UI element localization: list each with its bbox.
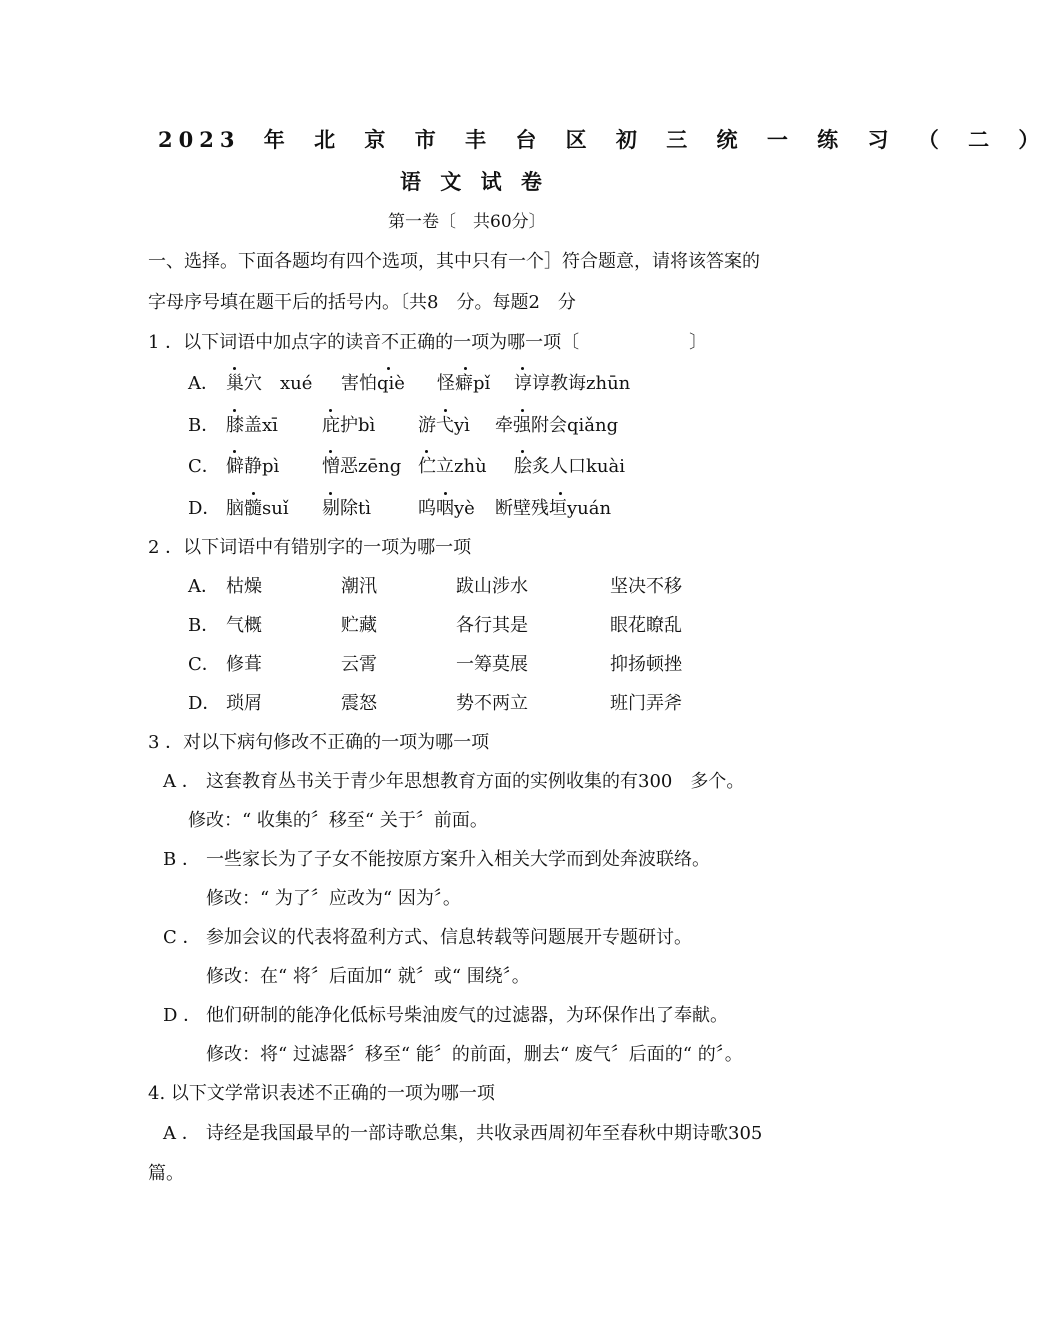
exam-title: 2023 年 北 京 市 丰 台 区 初 三 统 一 练 习 （ 二 ） <box>158 127 1045 152</box>
option-text: 他们研制的能净化低标号柴油废气的过滤器，为环保作出了奉献。 <box>206 1005 728 1026</box>
emphasis-dot <box>464 367 467 370</box>
option-fix: 修改：在“ 将〞后面加“ 就〞或“ 围绕〞。 <box>206 966 530 987</box>
option-item: 剔除tì <box>322 498 371 519</box>
q2-stem: 2 ．以下词语中有错别字的一项为哪一项 <box>148 537 472 558</box>
emphasis-dot <box>521 450 524 453</box>
option-item: 怪癖pǐ <box>437 373 491 394</box>
option-item: 脍炙人口kuài <box>514 456 625 477</box>
option-item: 势不两立 <box>456 693 528 714</box>
option-letter: C． <box>188 456 220 477</box>
option-item: 僻静pì <box>226 456 280 477</box>
option-item: 断壁残垣yuán <box>495 498 612 519</box>
option-item: 班门弄斧 <box>610 693 682 714</box>
option-item: 呜咽yè <box>418 498 475 519</box>
option-item: 跋山涉水 <box>456 576 528 597</box>
option-letter: B． <box>188 415 220 436</box>
option-fix: 修改：“ 为了〞应改为“ 因为〞。 <box>206 888 461 909</box>
option-item: 气概 <box>226 615 262 636</box>
option-letter: A． <box>188 373 219 394</box>
section-intro-line2: 字母序号填在题干后的括号内。〔共8 分。每题2 分 <box>148 292 576 313</box>
q1-stem-text: 1 ．以下词语中加点字的读音不正确的一项为哪一项〔 <box>148 332 580 353</box>
option-fix: 修改：“ 收集的〞移至“ 关于〞前面。 <box>188 810 488 831</box>
option-text: 参加会议的代表将盈利方式、信息转载等问题展开专题研讨。 <box>206 927 692 948</box>
emphasis-dot <box>521 409 524 412</box>
option-item: 伫立zhù <box>418 456 487 477</box>
option-item: 巢穴 xué <box>226 373 313 394</box>
option-letter: B ． <box>163 849 200 870</box>
q1-close-paren: 〕 <box>689 332 708 353</box>
section-intro-line1: 一、选择。下面各题均有四个选项，其中只有一个］符合题意，请将该答案的 <box>148 251 760 272</box>
option-letter: A ． <box>163 771 200 792</box>
option-text-continued: 篇。 <box>148 1163 184 1184</box>
option-fix: 修改：将“ 过滤器〞移至“ 能〞的前面，删去“ 废气〞后面的“ 的〞。 <box>206 1044 743 1065</box>
emphasis-dot <box>444 492 447 495</box>
option-letter: C． <box>188 654 220 675</box>
option-text: 诗经是我国最早的一部诗歌总集，共收录西周初年至春秋中期诗歌305 <box>206 1123 763 1144</box>
exam-subtitle: 语 文 试 卷 <box>400 169 548 194</box>
q3-stem: 3 ．对以下病句修改不正确的一项为哪一项 <box>148 732 490 753</box>
option-item: 琐屑 <box>226 693 262 714</box>
option-letter: D． <box>188 693 221 714</box>
option-item: 谆谆教诲zhūn <box>514 373 631 394</box>
option-item: 眼花瞭乱 <box>610 615 682 636</box>
option-item: 修葺 <box>226 654 262 675</box>
option-item: 抑扬顿挫 <box>610 654 682 675</box>
emphasis-dot <box>387 367 390 370</box>
option-item: 脑髓suǐ <box>226 498 289 519</box>
option-item: 云霄 <box>341 654 377 675</box>
option-item: 潮汛 <box>341 576 377 597</box>
option-letter: D． <box>188 498 221 519</box>
option-item: 各行其是 <box>456 615 528 636</box>
option-item: 牵强附会qiǎng <box>495 415 619 436</box>
option-item: 害怕qiè <box>341 373 405 394</box>
emphasis-dot <box>425 450 428 453</box>
option-item: 一筹莫展 <box>456 654 528 675</box>
option-item: 震怒 <box>341 693 377 714</box>
option-letter: B． <box>188 615 220 636</box>
emphasis-dot <box>521 367 524 370</box>
emphasis-dot <box>329 450 332 453</box>
option-letter: D ． <box>163 1005 202 1026</box>
option-item: 憎恶zēng <box>322 456 402 477</box>
option-item: 枯燥 <box>226 576 262 597</box>
option-letter: A． <box>188 576 219 597</box>
emphasis-dot <box>233 367 236 370</box>
option-item: 贮藏 <box>341 615 377 636</box>
emphasis-dot <box>444 409 447 412</box>
option-item: 庇护bì <box>322 415 376 436</box>
emphasis-dot <box>329 409 332 412</box>
option-item: 膝盖xī <box>226 415 278 436</box>
option-letter: A ． <box>163 1123 200 1144</box>
part-heading: 第一卷〔 共60分〕 <box>388 212 546 232</box>
option-text: 这套教育丛书关于青少年思想教育方面的实例收集的有300 多个。 <box>206 771 745 792</box>
emphasis-dot <box>252 492 255 495</box>
q1-stem <box>148 331 707 355</box>
option-item: 坚决不移 <box>610 576 682 597</box>
option-text: 一些家长为了子女不能按原方案升入相关大学而到处奔波联络。 <box>206 849 710 870</box>
emphasis-dot <box>329 492 332 495</box>
q4-stem: 4. 以下文学常识表述不正确的一项为哪一项 <box>148 1083 495 1104</box>
emphasis-dot <box>233 450 236 453</box>
emphasis-dot <box>233 409 236 412</box>
emphasis-dot <box>559 492 562 495</box>
option-item: 游弋yì <box>418 415 470 436</box>
option-letter: C ． <box>163 927 201 948</box>
